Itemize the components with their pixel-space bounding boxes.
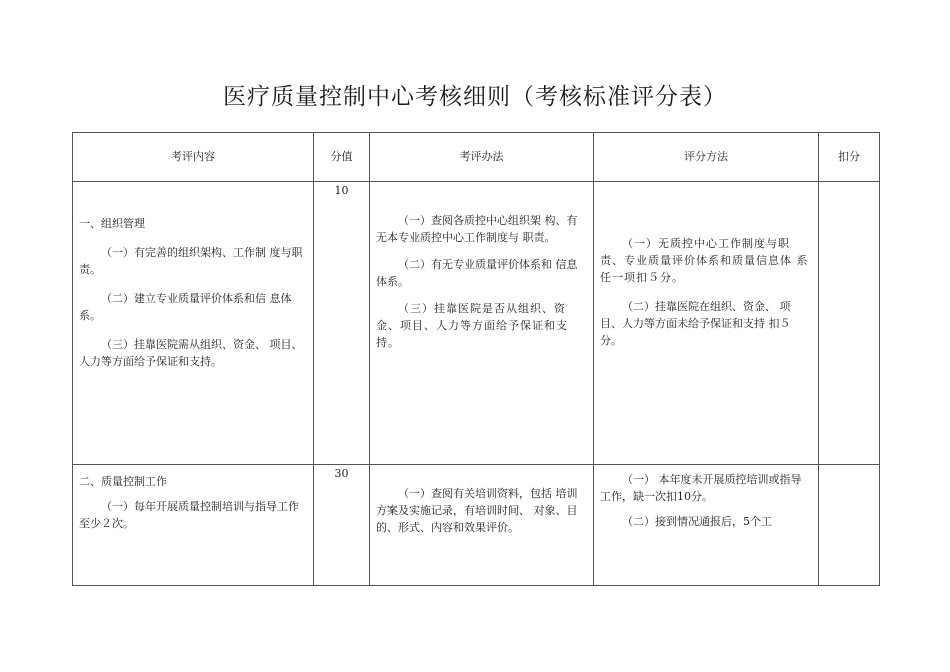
method-item: （三）挂靠医院是否从组织、资金、项目、人力等方面给予保证和支持。 — [376, 302, 568, 350]
cell-rule — [594, 465, 819, 586]
content-item: （三）挂靠医院需从组织、资金、 项目、人力等方面给予保证和支持。 — [79, 338, 303, 369]
document-title: 医疗质量控制中心考核细则（考核标准评分表） — [223, 84, 727, 110]
header-content: 考评内容 — [73, 133, 314, 182]
method-item: （一）查阅各质控中心组织架 构、有无本专业质控中心工作制度与 职责。 — [376, 214, 578, 245]
cell-score: 10 — [314, 182, 370, 465]
rule-item: （一） 本年度未开展质控培训或指导工作，缺一次扣10分。 — [600, 473, 802, 504]
content-item: （一）每年开展质量控制培训与指导工作至少２次。 — [79, 500, 299, 531]
table-row — [73, 182, 880, 465]
header-deduction: 扣分 — [819, 133, 880, 182]
cell-method — [370, 182, 594, 465]
cell-content — [73, 465, 314, 586]
scoring-table — [72, 132, 880, 586]
content-item: （一）有完善的组织架构、工作制 度与职责。 — [79, 246, 303, 277]
rule-item: （二）接到情况通报后，5个工 — [622, 515, 772, 529]
table-row — [73, 465, 880, 586]
cell-content — [73, 182, 314, 465]
section-heading: 二、质量控制工作 — [79, 475, 167, 488]
rule-item: （一）无质控中心工作制度与职责、专业质量评价体系和质量信息体 系任一项扣５分。 — [600, 237, 809, 285]
method-item: （一）查阅有关培训资料，包括 培训方案及实施记录，有培训时间、 对象、目的、形式、内容和效果评价。 — [376, 487, 578, 535]
header-rule: 评分方法 — [594, 133, 819, 182]
header-row — [73, 133, 880, 182]
cell-deduction — [819, 182, 880, 465]
cell-deduction — [819, 465, 880, 586]
cell-rule — [594, 182, 819, 465]
cell-method — [370, 465, 594, 586]
header-method: 考评办法 — [370, 133, 594, 182]
rule-item: （二）挂靠医院在组织、资金、 项目、人力等方面未给予保证和支持 扣５分。 — [600, 300, 791, 348]
section-heading: 一、组织管理 — [79, 217, 145, 230]
method-item: （二）有无专业质量评价体系和 信息体系。 — [376, 258, 578, 289]
header-score: 分值 — [314, 133, 370, 182]
cell-score: 30 — [314, 465, 370, 586]
content-item: （二）建立专业质量评价体系和信 息体系。 — [79, 292, 292, 323]
